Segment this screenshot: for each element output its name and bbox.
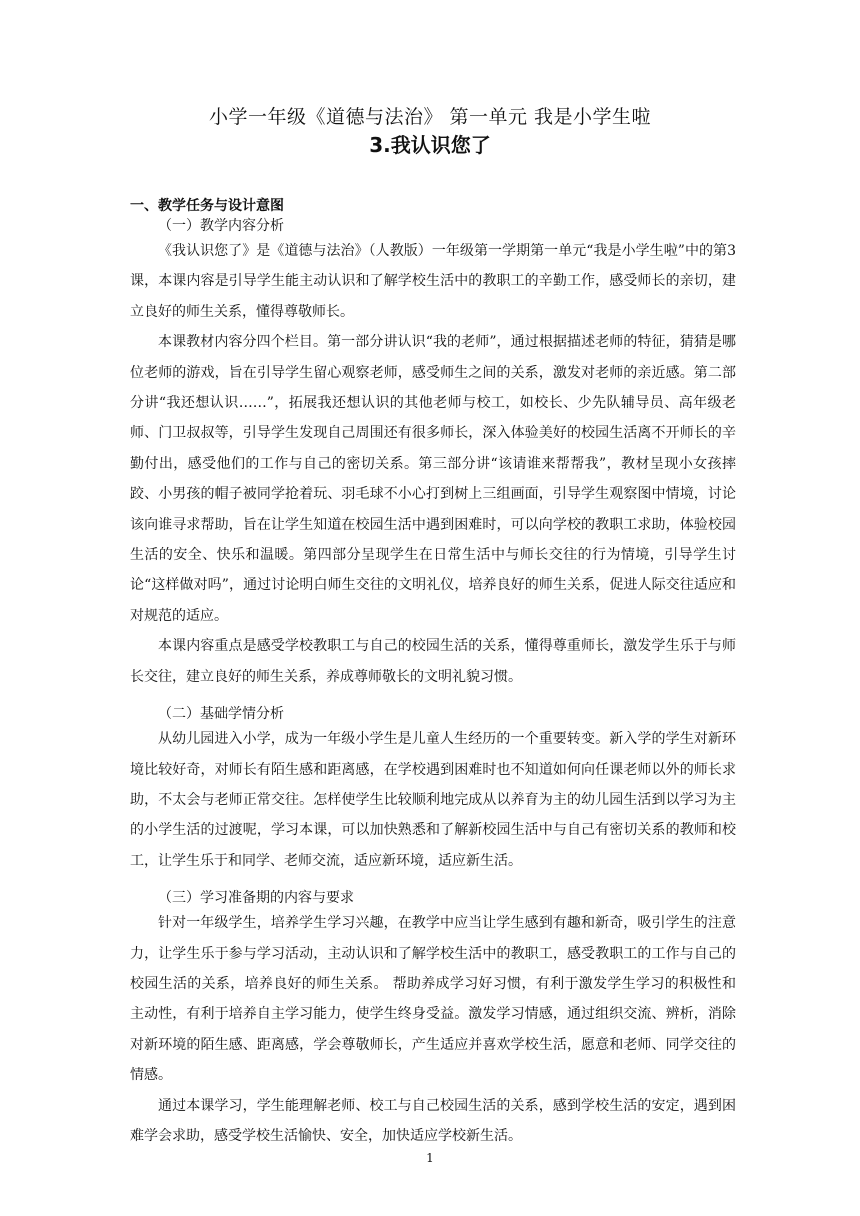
- page-number: 1: [426, 1151, 434, 1165]
- document-title: 小学一年级《道德与法治》 第一单元 我是小学生啦: [208, 106, 652, 128]
- paragraph: 《我认识您了》是《道德与法治》（人教版）一年级第一学期第一单元“我是小学生啦”中的第3课，本课内容是引导学生能主动认识和了解学校生活中的教职工的辛勤工作，感受师长的亲切，建立良好的师生关系，懂得尊敬师长。: [130, 243, 736, 320]
- paragraph: 通过本课学习，学生能理解老师、校工与自己校园生活的关系，感到学校生活的安定，遇到困难学会求助，感受学校生活愉快、安全，加快适应学校新生活。: [130, 1097, 736, 1144]
- subsection-heading-preparation-period: （三）学习准备期的内容与要求: [158, 890, 354, 907]
- paragraph: 本课教材内容分四个栏目。第一部分讲认识“我的老师”，通过根据描述老师的特征，猜猜是哪位老师的游戏，旨在引导学生留心观察老师，感受师生之间的关系，激发对老师的亲近感。第二部分讲“我还想认识……”，拓展我还想认识的其他老师与校工，如校长、少先队辅导员、高年级老师、门卫叔叔等，引导学生发现自己周围还有很多师长，深入体验美好的校园生活离不开师长的辛勤付出，感受他们的工作与自己的密切关系。第三部分讲“该请谁来帮帮我”，教材呈现小女孩摔跤、小男孩的帽子被同学抢着玩、羽毛球不小心打到树上三组画面，引导学生观察图中情境，讨论该向谁寻求帮助，旨在让学生知道在校园生活中遇到困难时，可以向学校的教职工求助，体验校园生活的安全、快乐和温暖。第四部分呈现学生在日常生活中与师长交往的行为情境，引导学生讨论“这样做对吗”，通过讨论明白师生交往的文明礼仪，培养良好的师生关系，促进人际交往适应和对规范的适应。: [130, 334, 736, 624]
- section-heading: 一、教学任务与设计意图: [130, 198, 284, 214]
- subsection-heading-content-analysis: （一）教学内容分析: [158, 218, 284, 234]
- paragraph: 从幼儿园进入小学，成为一年级小学生是儿童人生经历的一个重要转变。新入学的学生对新环境比较好奇，对师长有陌生感和距离感，在学校遇到困难时也不知道如何向任课老师以外的师长求助，不太会与老师正常交往。怎样使学生比较顺利地完成从以养育为主的幼儿园生活到以学习为主的小学生活的过渡呢，学习本课，可以加快熟悉和了解新校园生活中与自己有密切关系的教师和校工，让学生乐于和同学、老师交流，适应新环境，适应新生活。: [130, 731, 736, 869]
- subsection-heading-student-analysis: （二）基础学情分析: [158, 706, 284, 723]
- paragraph: 针对一年级学生，培养学生学习兴趣，在教学中应当让学生感到有趣和新奇，吸引学生的注意力，让学生乐于参与学习活动，主动认识和了解学校生活中的教职工，感受教职工的工作与自己的校园生活的关系，培养良好的师生关系。 帮助养成学习好习惯，有利于激发学生学习的积极性和主动性，有利于培养自主学习能力，使学生终身受益。激发学习情感，通过组织交流、辨析，消除对新环境的陌生感、距离感，学会尊敬师长，产生适应并喜欢学校生活，愿意和老师、同学交往的情感。: [130, 915, 736, 1084]
- paragraph: 本课内容重点是感受学校教职工与自己的校园生活的关系，懂得尊重师长，激发学生乐于与师长交往，建立良好的师生关系，养成尊师敬长的文明礼貌习惯。: [130, 638, 736, 685]
- lesson-title: 3.我认识您了: [369, 133, 491, 157]
- document-body: [130, 196, 736, 1151]
